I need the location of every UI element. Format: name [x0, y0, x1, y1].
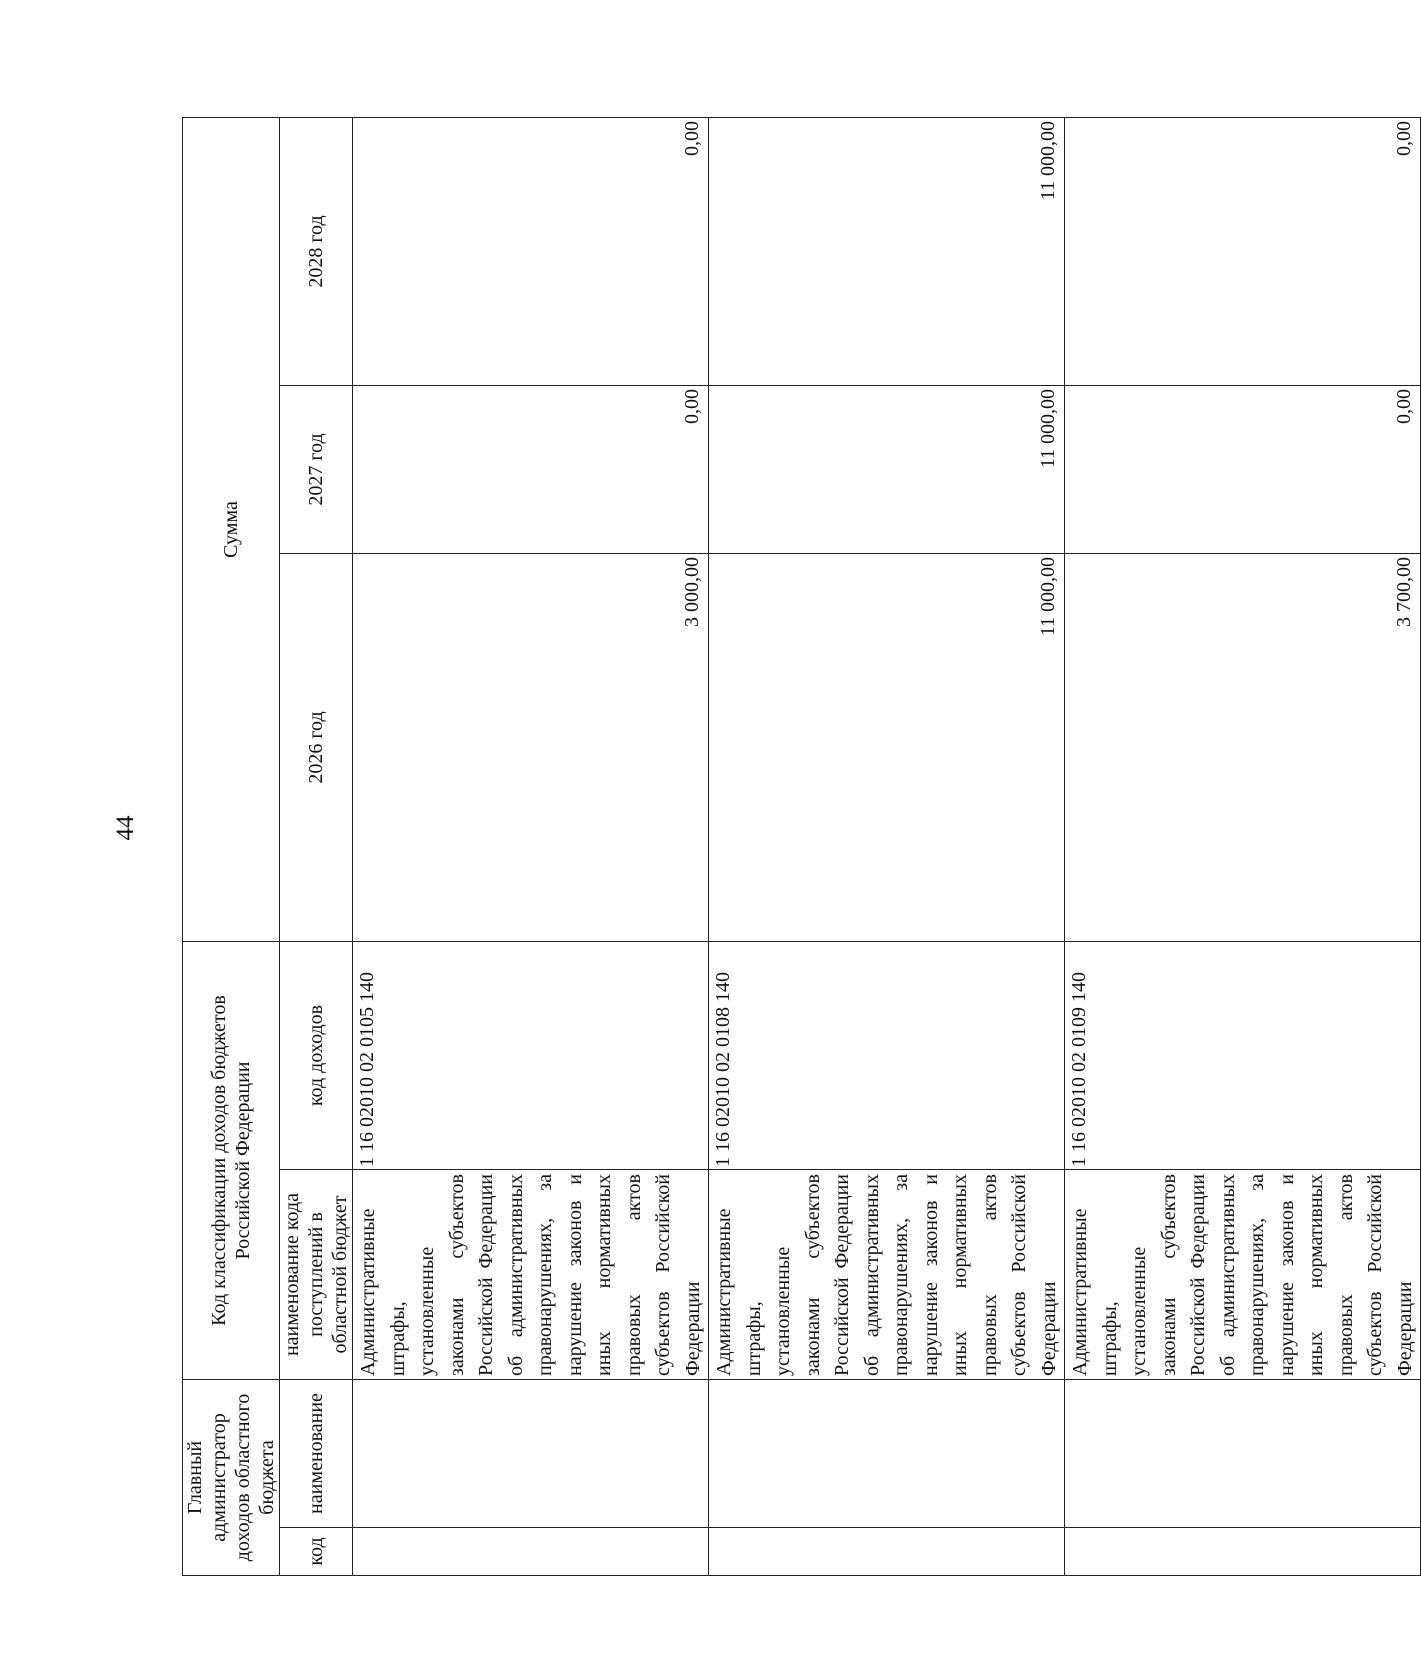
sum-2027-cell: 0,00 [1065, 386, 1421, 554]
table-row [709, 117, 1065, 1575]
sum-2028-cell: 0,00 [1065, 117, 1421, 385]
revenue-code-cell: 1 16 02010 02 0109 140 [1065, 942, 1421, 1170]
sum-2027-cell: 11 000,00 [709, 386, 1065, 554]
header-row-1 [183, 117, 280, 1575]
revenue-code-cell: 1 16 02010 02 0105 140 [353, 942, 709, 1170]
header-year-2026: 2026 год [280, 554, 353, 942]
header-year-2027: 2027 год [280, 386, 353, 554]
table-row [353, 117, 709, 1575]
revenue-name-cell: Административные штрафы, установленные законами субъектов Российской Федерации об административных правонарушениях, за нарушение законов и иных нормативных правовых актов субъектов Российской Федерации [353, 1170, 709, 1380]
header-admin-name: наименование [280, 1380, 353, 1528]
header-revenue-code: код доходов [280, 942, 353, 1170]
sum-2028-cell: 11 000,00 [709, 117, 1065, 385]
header-admin-group: Главный администратор доходов областного бюджета [183, 1380, 280, 1576]
sum-2026-cell: 3 000,00 [353, 554, 709, 942]
admin-name-cell [709, 1380, 1065, 1528]
sum-2027-cell: 0,00 [353, 386, 709, 554]
admin-code-cell [709, 1528, 1065, 1576]
revenue-code-cell: 1 16 02010 02 0108 140 [709, 942, 1065, 1170]
sum-2026-cell: 11 000,00 [709, 554, 1065, 942]
admin-code-cell [1065, 1528, 1421, 1576]
header-year-2028: 2028 год [280, 117, 353, 385]
revenue-table [182, 117, 1421, 1576]
revenue-name-cell: Административные штрафы, установленные законами субъектов Российской Федерации об административных правонарушениях, за нарушение законов и иных нормативных правовых актов субъектов Российской Федерации [709, 1170, 1065, 1380]
revenue-table-sheet [182, 118, 1416, 1576]
admin-name-cell [353, 1380, 709, 1528]
header-admin-code: код [280, 1528, 353, 1576]
header-sum-group: Сумма [183, 117, 280, 941]
header-classification-group: Код классификации доходов бюджетов Российской Федерации [183, 942, 280, 1380]
sum-2026-cell: 3 700,00 [1065, 554, 1421, 942]
sum-2028-cell: 0,00 [353, 117, 709, 385]
table-row [1065, 117, 1421, 1575]
admin-code-cell [353, 1528, 709, 1576]
page-number: 44 [112, 815, 139, 841]
header-row-2 [280, 117, 353, 1575]
revenue-name-cell: Административные штрафы, установленные законами субъектов Российской Федерации об административных правонарушениях, за нарушение законов и иных нормативных правовых актов субъектов Российской Федерации [1065, 1170, 1421, 1380]
header-revenue-name: наименование кода поступлений в областной бюджет [280, 1170, 353, 1380]
admin-name-cell [1065, 1380, 1421, 1528]
